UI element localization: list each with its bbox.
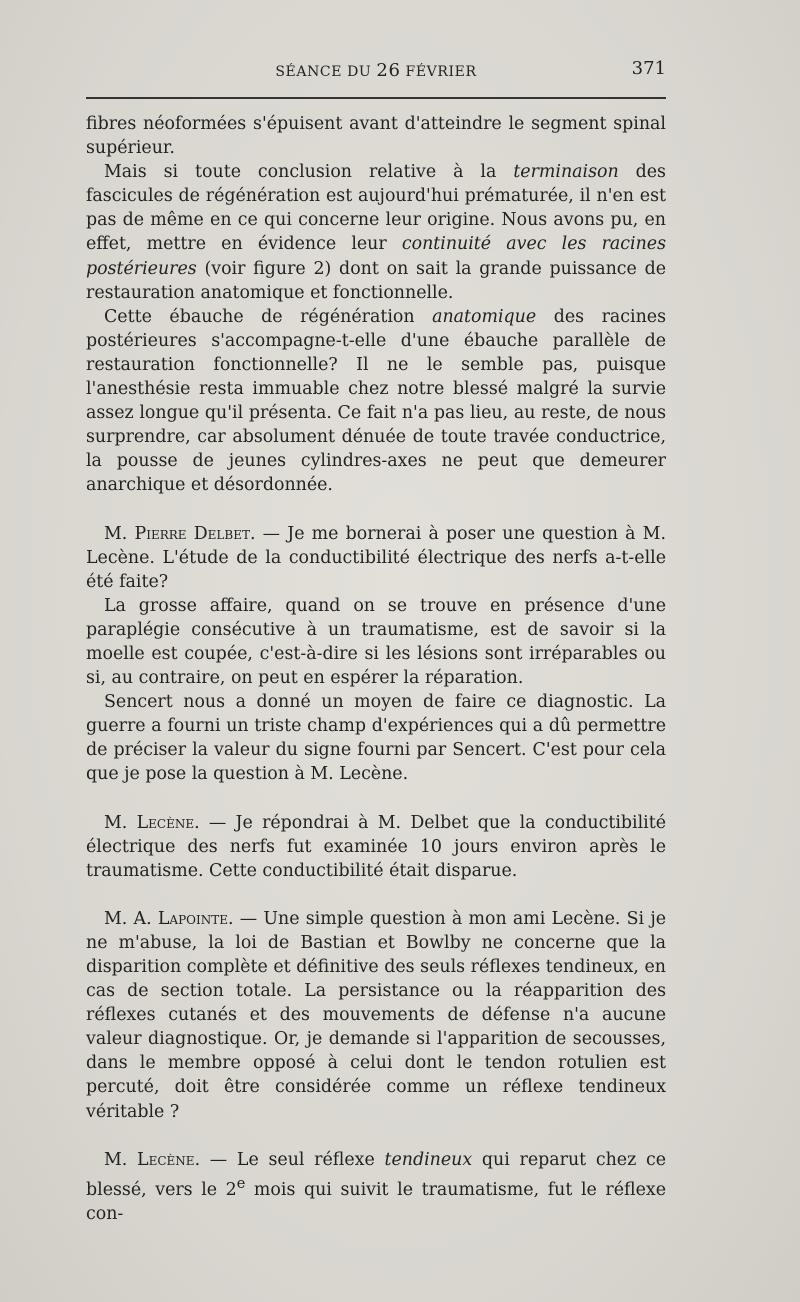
- page-header: [86, 56, 666, 86]
- speaker-name: M. A. Lapointe.: [104, 908, 234, 929]
- running-title: SÉANCE DU 26 FÉVRIER: [275, 60, 477, 81]
- header-rule: [86, 97, 666, 99]
- speaker-name: M. Lecène.: [104, 812, 200, 833]
- paragraph: La grosse affaire, quand on se trouve en présence d'une paraplégie consécutive à un traumatisme, est de savoir si la moelle est coupée, c'est-à-dire si les lésions sont irréparables ou si, au contraire, on peut en espérer la réparation.: [86, 595, 666, 689]
- speaker-name: M. Pierre Delbet.: [104, 523, 256, 544]
- paragraph-lapointe: M. A. Lapointe. — Une simple question à mon ami Lecène. Si je ne m'abuse, la loi de Bastian et Bowlby ne concerne que la disparition complète et définitive des seuls réflexes tendineux, en cas de section totale. La persistance ou la réapparition des réflexes cutanés et des mouvements de défense n'a aucune valeur diagnostique. Or, je demande si l'apparition de secousses, dans le membre opposé à celui dont le tendon rotulien est percuté, doit être considérée comme un réflexe tendineux véritable ?: [86, 908, 666, 1122]
- paragraph-delbet: M. Pierre Delbet. — Je me bornerai à poser une question à M. Lecène. L'étude de la conductibilité électrique des nerfs a-t-elle été faite?: [86, 523, 666, 592]
- paragraph: fibres néoformées s'épuisent avant d'atteindre le segment spinal supérieur.: [86, 114, 666, 159]
- paragraph: Sencert nous a donné un moyen de faire ce diagnostic. La guerre a fourni un triste champ d'expériences qui a dû permettre de préciser la valeur du signe fourni par Sencert. C'est pour cela que je pose la question à M. Lecène.: [86, 692, 666, 785]
- speaker-name: M. Lecène.: [104, 1149, 201, 1170]
- paragraph-lecene-1: M. Lecène. — Je répondrai à M. Delbet que la conductibilité électrique des nerfs fut examinée 10 jours environ après le traumatisme. Cette conductibilité était disparue.: [86, 812, 666, 881]
- body-text: [86, 112, 666, 1226]
- paragraph: Cette ébauche de régénération anatomique des racines postérieures s'accompagne-t-elle d'une ébauche parallèle de restauration fonctionnelle? Il ne le semble pas, puisque l'anesthésie resta immuable chez notre blessé malgré la survie assez longue qu'il présenta. Ce fait n'a pas lieu, au reste, de nous surprendre, car absolument dénuée de toute travée conductrice, la pousse de jeunes cylindres-axes ne peut que demeurer anarchique et désordonnée.: [86, 306, 666, 496]
- paragraph: Mais si toute conclusion relative à la terminaison des fascicules de régénération est aujourd'hui prématurée, il n'en est pas de même en ce qui concerne leur origine. Nous avons pu, en effet, mettre en évidence leur continuité avec les racines postérieures (voir figure 2) dont on sait la grande puissance de restauration anatomique et fonctionnelle.: [86, 162, 666, 303]
- page-number: 371: [631, 58, 666, 79]
- paragraph-lecene-2: M. Lecène. — Le seul réflexe tendineux qui reparut chez ce blessé, vers le 2e mois qui suivit le traumatisme, fut le réflexe con-: [86, 1149, 666, 1224]
